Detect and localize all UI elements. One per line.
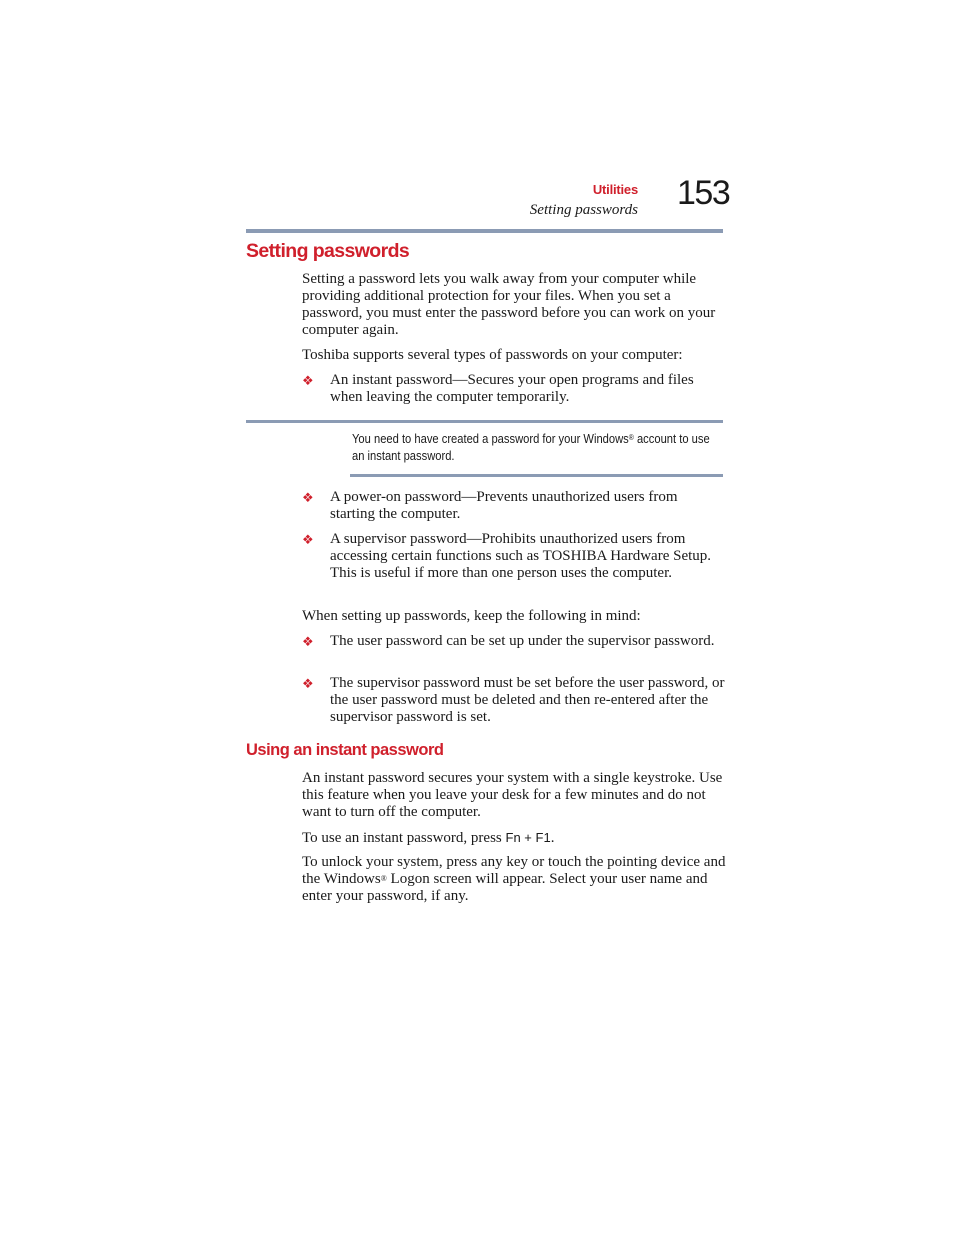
page-number: 153 (677, 174, 730, 212)
bullet-icon: ❖ (302, 490, 314, 505)
running-header-subsection: Setting passwords (529, 202, 638, 218)
note-text-part: You need to have created a password for your Windows (352, 431, 629, 446)
unlock-paragraph (302, 854, 726, 905)
list-item-text: A power-on password—Prevents unauthorized users from starting the computer. (330, 489, 678, 522)
text-part: Logon screen will appear. Select your user name and enter your password, if any. (302, 871, 708, 904)
bullet-icon: ❖ (302, 634, 314, 649)
text-part: To use an instant password, press (302, 830, 506, 846)
list-item-text: An instant password—Secures your open programs and files when leaving the computer temporarily. (330, 372, 694, 405)
note-text (352, 430, 724, 464)
list-item-text: A supervisor password—Prohibits unauthorized users from accessing certain functions such as TOSHIBA Hardware Setup. This is useful if more than one person uses the computer. (330, 531, 712, 581)
section-heading: Setting passwords (246, 240, 410, 262)
guidelines-intro: When setting up passwords, keep the following in mind: (302, 608, 641, 624)
registered-mark: ® (380, 874, 387, 883)
note-top-rule (246, 420, 723, 423)
text-part: To unlock your system, press any key or touch the pointing device and the Windows (302, 854, 726, 887)
intro-paragraph: Setting a password lets you walk away from your computer while providing additional protection for your files. When you set a password, you must enter the password before you can work on your computer again. (302, 271, 716, 338)
list-item-text: The supervisor password must be set before the user password, or the user password must be deleted and then re-entered after the supervisor password is set. (330, 675, 725, 725)
subsection-heading: Using an instant password (246, 741, 444, 759)
note-bottom-rule (350, 474, 723, 477)
text-part: . (550, 830, 555, 846)
bullet-icon: ❖ (302, 676, 314, 691)
keyboard-shortcut: Fn + F1 (505, 830, 551, 845)
list-item-text: The user password can be set up under the supervisor password. (330, 633, 715, 649)
running-header-section: Utilities (592, 182, 638, 197)
registered-mark: ® (628, 433, 634, 442)
bullet-icon: ❖ (302, 373, 314, 388)
instant-usage-paragraph (302, 829, 726, 847)
bullet-icon: ❖ (302, 532, 314, 547)
header-rule (246, 229, 723, 233)
instant-paragraph: An instant password secures your system with a single keystroke. Use this feature when you leave your desk for a few minutes and do not want to turn off the computer. (302, 770, 723, 820)
note-text-part: account to use an instant password. (352, 431, 710, 463)
types-intro-paragraph: Toshiba supports several types of passwords on your computer: (302, 347, 683, 363)
